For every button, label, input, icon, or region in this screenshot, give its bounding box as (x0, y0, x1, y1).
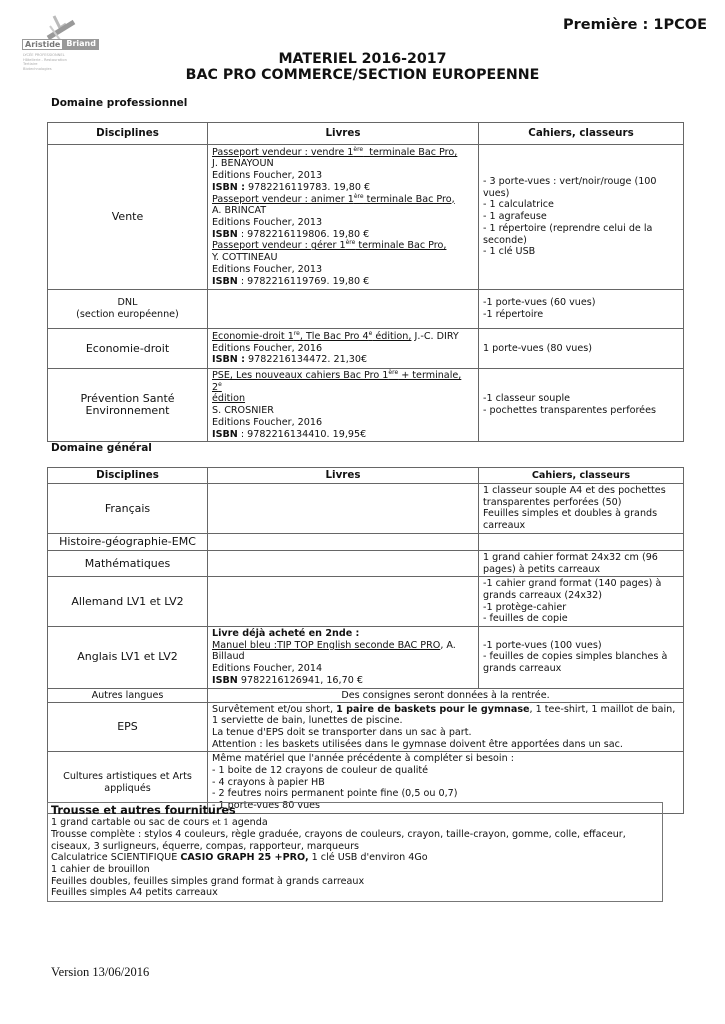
column-header-cahiers: Cahiers, classeurs (479, 123, 684, 145)
discipline-cell: Français (48, 484, 208, 534)
discipline-cell: DNL (section européenne) (48, 290, 208, 329)
supply-item: -1 cahier grand format (140 pages) à grands carreaux (24x32) (483, 578, 662, 601)
supplies-cell (479, 369, 684, 442)
supplies-cell (479, 550, 684, 576)
supply-item: - 1 agrafeuse (483, 211, 547, 223)
merged-cell: Survêtement et/ou short, 1 paire de baskets pour le gymnase, 1 tee-shirt, 1 maillot de bain, 1 serviette de bain, lunettes de piscine. La tenue d'EPS doit se transporter dans un sac à part. Attention : les baskets utilisées dans le gymnase doivent être apportées dans un sac. (208, 702, 684, 752)
books-cell (208, 145, 479, 290)
discipline-cell: EPS (48, 702, 208, 752)
logo-name-part1: Aristide (22, 39, 63, 50)
supplies-line: Calculatrice SCIENTIFIQUE CASIO GRAPH 25 +PRO, 1 clé USB d'environ 4Go (51, 852, 428, 864)
page-title (0, 51, 725, 83)
supply-item: -1 répertoire (483, 309, 544, 320)
supply-item: - 2 feutres noirs permanent pointe fine (0,5 ou 0,7) (212, 788, 458, 800)
book-title: Passeport vendeur : gérer 1ère terminale Bac Pro, (212, 239, 447, 252)
book-publisher: Editions Foucher, 2016 (212, 416, 323, 428)
supplies-cell (479, 533, 684, 550)
supplies-line: Feuilles doubles, feuilles simples grand format à grands carreaux (51, 875, 365, 887)
supply-item: -1 protège-cahier (483, 601, 567, 613)
book-author: S. CROSNIER (212, 405, 274, 417)
supplies-box (47, 802, 663, 902)
title-line-2: BAC PRO COMMERCE/SECTION EUROPEENNE (185, 67, 540, 83)
table-row-allemand (48, 577, 684, 627)
column-header-disciplines: Disciplines (48, 468, 208, 484)
supplies-box-heading: Trousse et autres fournitures (51, 804, 236, 817)
supplies-line: Feuilles simples A4 petits carreaux (51, 887, 218, 899)
book-isbn: ISBN : 9782216134410. 19,95€ (212, 428, 367, 440)
books-cell (208, 627, 479, 689)
book-title: Passeport vendeur : vendre 1ère terminale Bac Pro, (212, 145, 458, 158)
class-label: Première : 1PCOE (563, 17, 707, 33)
supplies-line: 1 cahier de brouillon (51, 863, 150, 875)
logo-name-part2: Briand (63, 39, 99, 50)
supply-item: - 3 porte-vues : vert/noir/rouge (100 vues) (483, 176, 657, 199)
merged-cell: Des consignes seront données à la rentrée. (208, 688, 684, 702)
supply-item: - 1 porte-vues 80 vues (212, 800, 321, 812)
supplies-line: Trousse complète : stylos 4 couleurs, règle graduée, crayons de couleurs, crayon, taille-crayon, gomme, colle, effaceur, ciseaux, 3 surligneurs, équerre, compas, rapporteur, marqueurs (51, 829, 626, 852)
discipline-cell: Cultures artistiques et Arts appliqués (48, 752, 208, 814)
supplies-cell (479, 145, 684, 290)
supplies-cell (479, 627, 684, 689)
books-cell (208, 290, 479, 329)
title-line-1: MATERIEL 2016-2017 (278, 51, 447, 67)
book-note: Livre déjà acheté en 2nde : (212, 628, 360, 640)
books-cell (208, 484, 479, 534)
supply-item: 1 classeur souple A4 et des pochettes transparentes perforées (50) (483, 485, 666, 508)
book-publisher: Editions Foucher, 2014 (212, 663, 323, 675)
supply-item: - 1 boite de 12 crayons de couleur de qualité (212, 765, 429, 777)
supply-item: - feuilles de copies simples blanches à grands carreaux (483, 651, 668, 675)
book-author: , A. Billaud (212, 639, 456, 663)
discipline-cell: Allemand LV1 et LV2 (48, 577, 208, 627)
table-row-histoire-geo (48, 533, 684, 550)
book-isbn: ISBN : 9782216119806. 19,80 € (212, 228, 370, 240)
table-row-eps (48, 702, 684, 752)
book-title: Manuel bleu :TIP TOP English seconde BAC PRO (212, 639, 441, 651)
table-row-francais (48, 484, 684, 534)
supply-item: -1 porte-vues (100 vues) (483, 639, 602, 651)
discipline-cell: Histoire-géographie-EMC (48, 533, 208, 550)
book-publisher: Editions Foucher, 2013 (212, 170, 323, 182)
supplies-cell (479, 484, 684, 534)
supply-item: 1 grand cahier format 24x32 cm (96 pages) à petits carreaux (483, 551, 658, 575)
books-cell (208, 550, 479, 576)
books-cell (208, 533, 479, 550)
column-header-livres: Livres (208, 123, 479, 145)
supplies-cell (479, 577, 684, 627)
column-header-livres: Livres (208, 468, 479, 484)
supplies-cell (479, 329, 684, 369)
version-footer: Version 13/06/2016 (51, 965, 150, 979)
supplies-line: 1 grand cartable ou sac de cours et 1 agenda (51, 816, 268, 828)
supply-item: -1 porte-vues (60 vues) (483, 297, 596, 309)
discipline-cell: Vente (48, 145, 208, 290)
discipline-cell: Prévention Santé Environnement (48, 369, 208, 442)
section-heading-professional: Domaine professionnel (51, 97, 188, 109)
logo-sub-line: Hôtellerie - Restauration (23, 57, 67, 62)
general-table (47, 467, 684, 814)
book-publisher: Editions Foucher, 2013 (212, 217, 323, 228)
column-header-disciplines: Disciplines (48, 123, 208, 145)
book-isbn: ISBN 9782216126941, 16,70 € (212, 674, 363, 686)
section-heading-general: Domaine général (51, 442, 152, 454)
book-author: J. BENAYOUN (212, 158, 274, 170)
supplies-cell (479, 290, 684, 329)
supply-item: - 1 clé USB (483, 246, 536, 258)
table-header-row (48, 123, 684, 145)
table-header-row (48, 468, 684, 484)
table-row-anglais (48, 627, 684, 689)
books-cell: PSE, Les nouveaux cahiers Bac Pro 1ère + terminale, 2e édition S. CROSNIER Editions Foucher, 2016 ISBN : 9782216134410. 19,95€ (208, 369, 479, 442)
column-header-cahiers: Cahiers, classeurs (479, 468, 684, 484)
books-cell (208, 577, 479, 627)
discipline-cell: Anglais LV1 et LV2 (48, 627, 208, 689)
table-row-mathematiques (48, 550, 684, 576)
table-row-autres-langues (48, 688, 684, 702)
logo-name (22, 39, 99, 50)
book-isbn: ISBN : 9782216119783. 19,80 € (212, 181, 371, 193)
discipline-cell: Economie-droit (48, 329, 208, 369)
book-isbn: ISBN : 9782216119769. 19,80 € (212, 275, 370, 287)
supply-item: - 1 répertoire (reprendre celui de la seconde) (483, 222, 653, 246)
book-author: J.-C. DIRY (411, 330, 459, 342)
table-row-vente (48, 145, 684, 290)
book-publisher: Editions Foucher, 2013 (212, 263, 323, 275)
supply-item: - 4 crayons à papier HB (212, 776, 325, 788)
books-cell (208, 329, 479, 369)
book-publisher: Editions Foucher, 2016 (212, 342, 323, 354)
table-row-dnl (48, 290, 684, 329)
supply-item: - feuilles de copie (483, 613, 568, 625)
logo-sub-line: Biotechnologies (23, 66, 52, 71)
discipline-cell: Mathématiques (48, 550, 208, 576)
supply-item: - pochettes transparentes perforées (483, 405, 656, 417)
discipline-cell: Autres langues (48, 688, 208, 702)
supply-item: Même matériel que l'année précédente à compléter si besoin : (212, 753, 514, 765)
book-title: Economie-droit 1re, Tle Bac Pro 4e édition, (212, 329, 412, 342)
logo-sub-line: LYCÉE PROFESSIONNEL (23, 53, 65, 57)
supply-item: 1 porte-vues (80 vues) (483, 342, 593, 354)
supply-item: -1 classeur souple (483, 393, 571, 405)
supply-item: Feuilles simples et doubles à grands carreaux (483, 508, 658, 532)
supply-item: - 1 calculatrice (483, 199, 554, 211)
book-isbn: ISBN : 9782216134472. 21,30€ (212, 354, 368, 366)
book-title: Passeport vendeur : animer 1ère terminale Bac Pro, (212, 192, 455, 205)
table-row-economie-droit (48, 329, 684, 369)
book-title: PSE, Les nouveaux cahiers Bac Pro 1ère + terminale, 2e (212, 368, 462, 393)
table-row-pse (48, 369, 684, 442)
professional-table (47, 122, 684, 442)
book-author: A. BRINCAT (212, 205, 267, 217)
logo-sub-line: Tertiaire (23, 62, 38, 66)
book-author: Y. COTTINEAU (212, 252, 278, 264)
